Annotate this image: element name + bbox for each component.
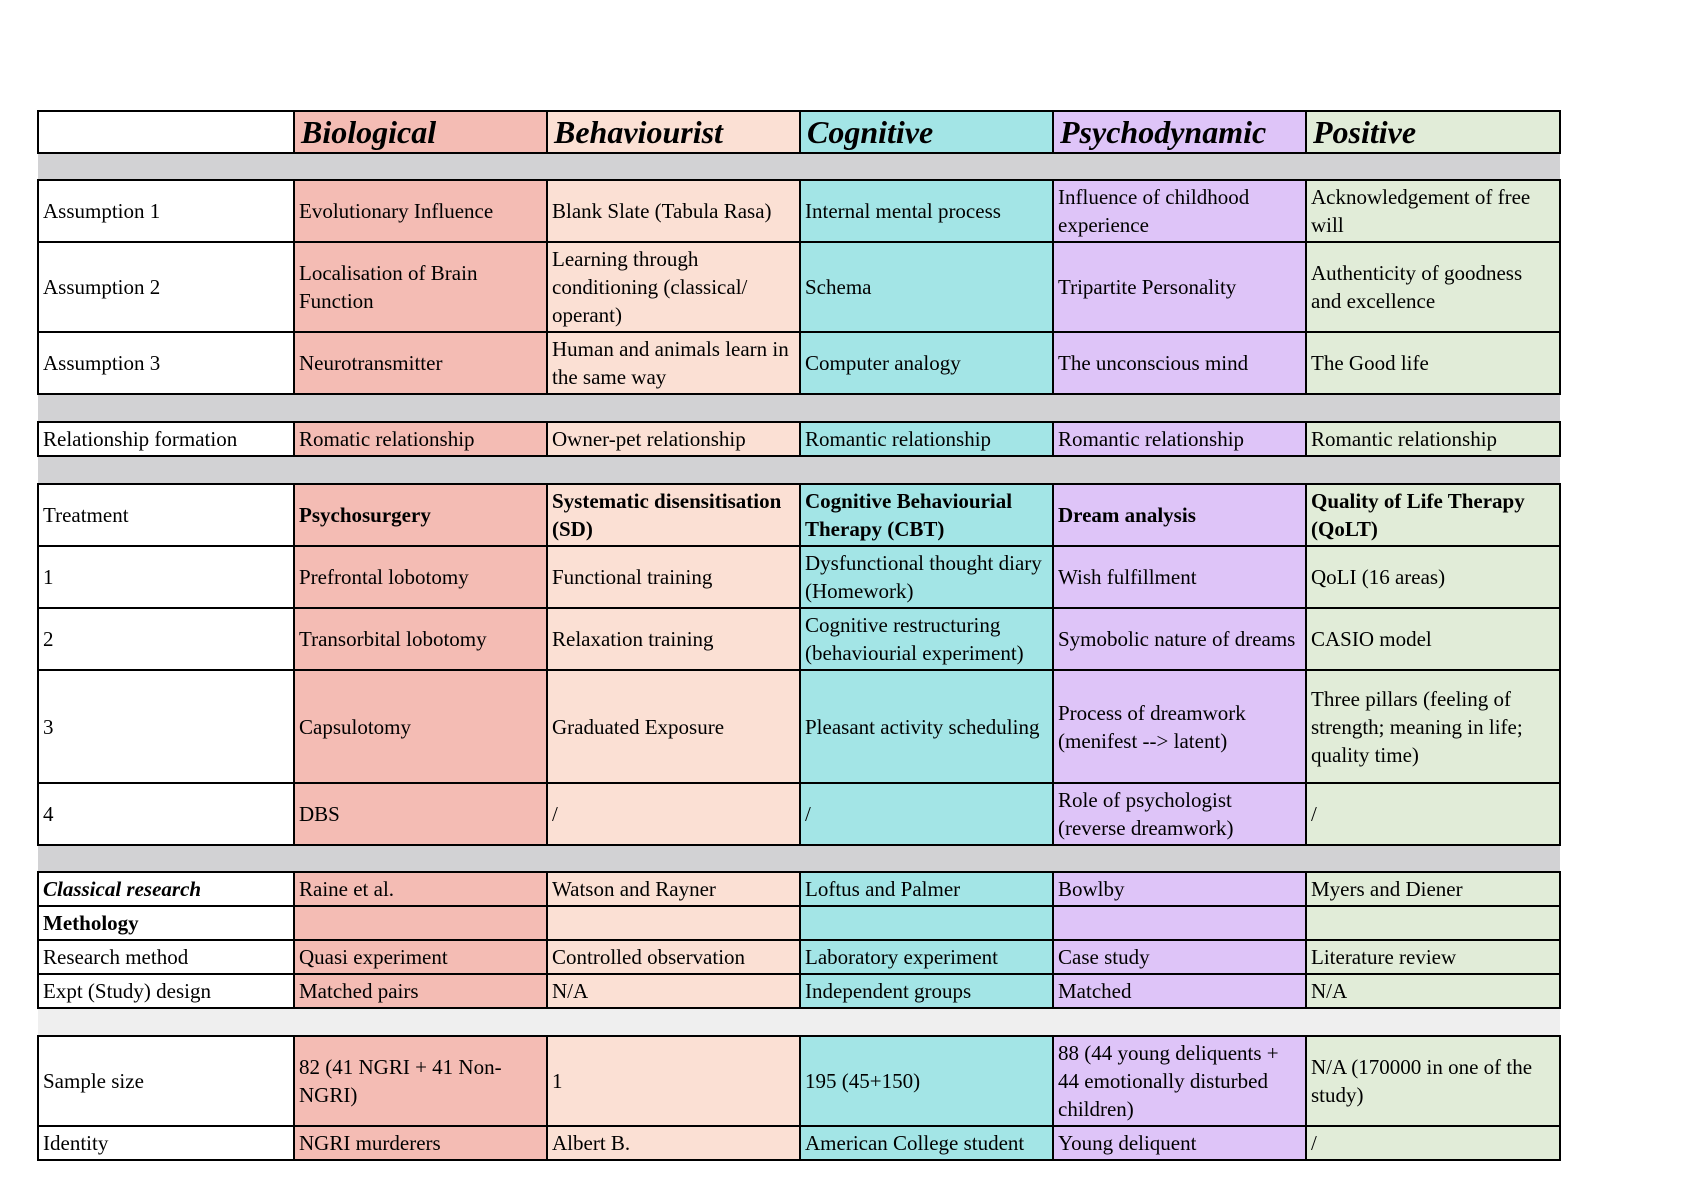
cell-biological: Romatic relationship: [294, 422, 547, 456]
cell-cognitive: Pleasant activity scheduling: [800, 670, 1053, 783]
cell-cognitive: Computer analogy: [800, 332, 1053, 394]
cell-behaviourist: Learning through conditioning (classical/ operant): [547, 242, 800, 332]
cell-biological: NGRI murderers: [294, 1126, 547, 1160]
cell-psychodynamic: Young deliquent: [1053, 1126, 1306, 1160]
cell-psychodynamic: The unconscious mind: [1053, 332, 1306, 394]
cell-positive: QoLI (16 areas): [1306, 546, 1560, 608]
cell-behaviourist: Blank Slate (Tabula Rasa): [547, 180, 800, 242]
cell-positive: The Good life: [1306, 332, 1560, 394]
cell-cognitive: Internal mental process: [800, 180, 1053, 242]
header-cognitive: Cognitive: [800, 111, 1053, 153]
table-row: [38, 783, 1560, 845]
header-psychodynamic: Psychodynamic: [1053, 111, 1306, 153]
cell-positive: [1306, 906, 1560, 940]
cell-psychodynamic: 88 (44 young deliquents + 44 emotionally disturbed children): [1053, 1036, 1306, 1126]
header-blank: [38, 111, 294, 153]
cell-behaviourist: 1: [547, 1036, 800, 1126]
cell-biological: Capsulotomy: [294, 670, 547, 783]
cell-positive: N/A: [1306, 974, 1560, 1008]
cell-psychodynamic: Bowlby: [1053, 872, 1306, 906]
cell-psychodynamic: Symobolic nature of dreams: [1053, 608, 1306, 670]
cell-psychodynamic: Case study: [1053, 940, 1306, 974]
cell-psychodynamic: Dream analysis: [1053, 484, 1306, 546]
table-row: [38, 1036, 1560, 1126]
header-biological: Biological: [294, 111, 547, 153]
row-label: Assumption 2: [38, 242, 294, 332]
cell-positive: CASIO model: [1306, 608, 1560, 670]
cell-cognitive: Cognitive restructuring (behaviourial experiment): [800, 608, 1053, 670]
row-label: Sample size: [38, 1036, 294, 1126]
separator-row: [38, 1008, 1560, 1036]
row-label: Assumption 3: [38, 332, 294, 394]
row-label: 2: [38, 608, 294, 670]
row-label: 3: [38, 670, 294, 783]
cell-behaviourist: Graduated Exposure: [547, 670, 800, 783]
cell-biological: 82 (41 NGRI + 41 Non-NGRI): [294, 1036, 547, 1126]
cell-behaviourist: Systematic disensitisation (SD): [547, 484, 800, 546]
separator-row: [38, 456, 1560, 484]
cell-behaviourist: /: [547, 783, 800, 845]
cell-biological: DBS: [294, 783, 547, 845]
row-label: Research method: [38, 940, 294, 974]
cell-positive: Acknowledgement of free will: [1306, 180, 1560, 242]
table-row: [38, 546, 1560, 608]
cell-positive: Literature review: [1306, 940, 1560, 974]
cell-positive: Quality of Life Therapy (QoLT): [1306, 484, 1560, 546]
cell-biological: Psychosurgery: [294, 484, 547, 546]
separator: [38, 394, 1560, 422]
separator-row: [38, 845, 1560, 872]
row-label: Identity: [38, 1126, 294, 1160]
cell-behaviourist: Functional training: [547, 546, 800, 608]
row-label: Expt (Study) design: [38, 974, 294, 1008]
table-row: [38, 872, 1560, 906]
row-label: Assumption 1: [38, 180, 294, 242]
cell-biological: Neurotransmitter: [294, 332, 547, 394]
cell-positive: Three pillars (feeling of strength; meaning in life; quality time): [1306, 670, 1560, 783]
cell-cognitive: Loftus and Palmer: [800, 872, 1053, 906]
separator: [38, 845, 1560, 872]
cell-behaviourist: Human and animals learn in the same way: [547, 332, 800, 394]
treatment-row: [38, 484, 1560, 546]
cell-cognitive: Dysfunctional thought diary (Homework): [800, 546, 1053, 608]
cell-psychodynamic: Influence of childhood experience: [1053, 180, 1306, 242]
row-label: Relationship formation: [38, 422, 294, 456]
cell-cognitive: Cognitive Behaviourial Therapy (CBT): [800, 484, 1053, 546]
cell-behaviourist: Watson and Rayner: [547, 872, 800, 906]
cell-biological: Raine et al.: [294, 872, 547, 906]
cell-behaviourist: N/A: [547, 974, 800, 1008]
cell-cognitive: 195 (45+150): [800, 1036, 1053, 1126]
header-positive: Positive: [1306, 111, 1560, 153]
cell-biological: [294, 906, 547, 940]
cell-positive: N/A (170000 in one of the study): [1306, 1036, 1560, 1126]
table-row: [38, 940, 1560, 974]
cell-biological: Quasi experiment: [294, 940, 547, 974]
cell-biological: Matched pairs: [294, 974, 547, 1008]
cell-behaviourist: Albert B.: [547, 1126, 800, 1160]
table-row: [38, 608, 1560, 670]
row-label: 1: [38, 546, 294, 608]
cell-psychodynamic: Wish fulfillment: [1053, 546, 1306, 608]
cell-psychodynamic: Role of psychologist (reverse dreamwork): [1053, 783, 1306, 845]
cell-cognitive: American College student: [800, 1126, 1053, 1160]
row-label: 4: [38, 783, 294, 845]
cell-cognitive: [800, 906, 1053, 940]
table-row: [38, 180, 1560, 242]
cell-positive: Authenticity of goodness and excellence: [1306, 242, 1560, 332]
cell-behaviourist: [547, 906, 800, 940]
cell-cognitive: Independent groups: [800, 974, 1053, 1008]
cell-psychodynamic: Process of dreamwork (menifest --> latent): [1053, 670, 1306, 783]
cell-positive: /: [1306, 783, 1560, 845]
cell-psychodynamic: Tripartite Personality: [1053, 242, 1306, 332]
cell-biological: Localisation of Brain Function: [294, 242, 547, 332]
cell-psychodynamic: Romantic relationship: [1053, 422, 1306, 456]
cell-biological: Transorbital lobotomy: [294, 608, 547, 670]
cell-behaviourist: Owner-pet relationship: [547, 422, 800, 456]
cell-cognitive: Laboratory experiment: [800, 940, 1053, 974]
separator-row: [38, 153, 1560, 180]
cell-positive: Romantic relationship: [1306, 422, 1560, 456]
table-row: [38, 906, 1560, 940]
table-row: [38, 332, 1560, 394]
cell-behaviourist: Relaxation training: [547, 608, 800, 670]
separator: [38, 1008, 1560, 1036]
cell-biological: Prefrontal lobotomy: [294, 546, 547, 608]
separator: [38, 456, 1560, 484]
row-label: Methology: [38, 906, 294, 940]
table-row: [38, 1126, 1560, 1160]
comparison-table: [37, 110, 1561, 1161]
header-behaviourist: Behaviourist: [547, 111, 800, 153]
table-row: [38, 974, 1560, 1008]
separator: [38, 153, 1560, 180]
row-label: Classical research: [38, 872, 294, 906]
separator-row: [38, 394, 1560, 422]
cell-cognitive: Romantic relationship: [800, 422, 1053, 456]
cell-behaviourist: Controlled observation: [547, 940, 800, 974]
cell-psychodynamic: Matched: [1053, 974, 1306, 1008]
row-label: Treatment: [38, 484, 294, 546]
header-row: [38, 111, 1560, 153]
cell-positive: Myers and Diener: [1306, 872, 1560, 906]
table-row: [38, 242, 1560, 332]
cell-biological: Evolutionary Influence: [294, 180, 547, 242]
table-row: [38, 422, 1560, 456]
cell-psychodynamic: [1053, 906, 1306, 940]
table-row: [38, 670, 1560, 783]
cell-cognitive: Schema: [800, 242, 1053, 332]
cell-positive: /: [1306, 1126, 1560, 1160]
cell-cognitive: /: [800, 783, 1053, 845]
